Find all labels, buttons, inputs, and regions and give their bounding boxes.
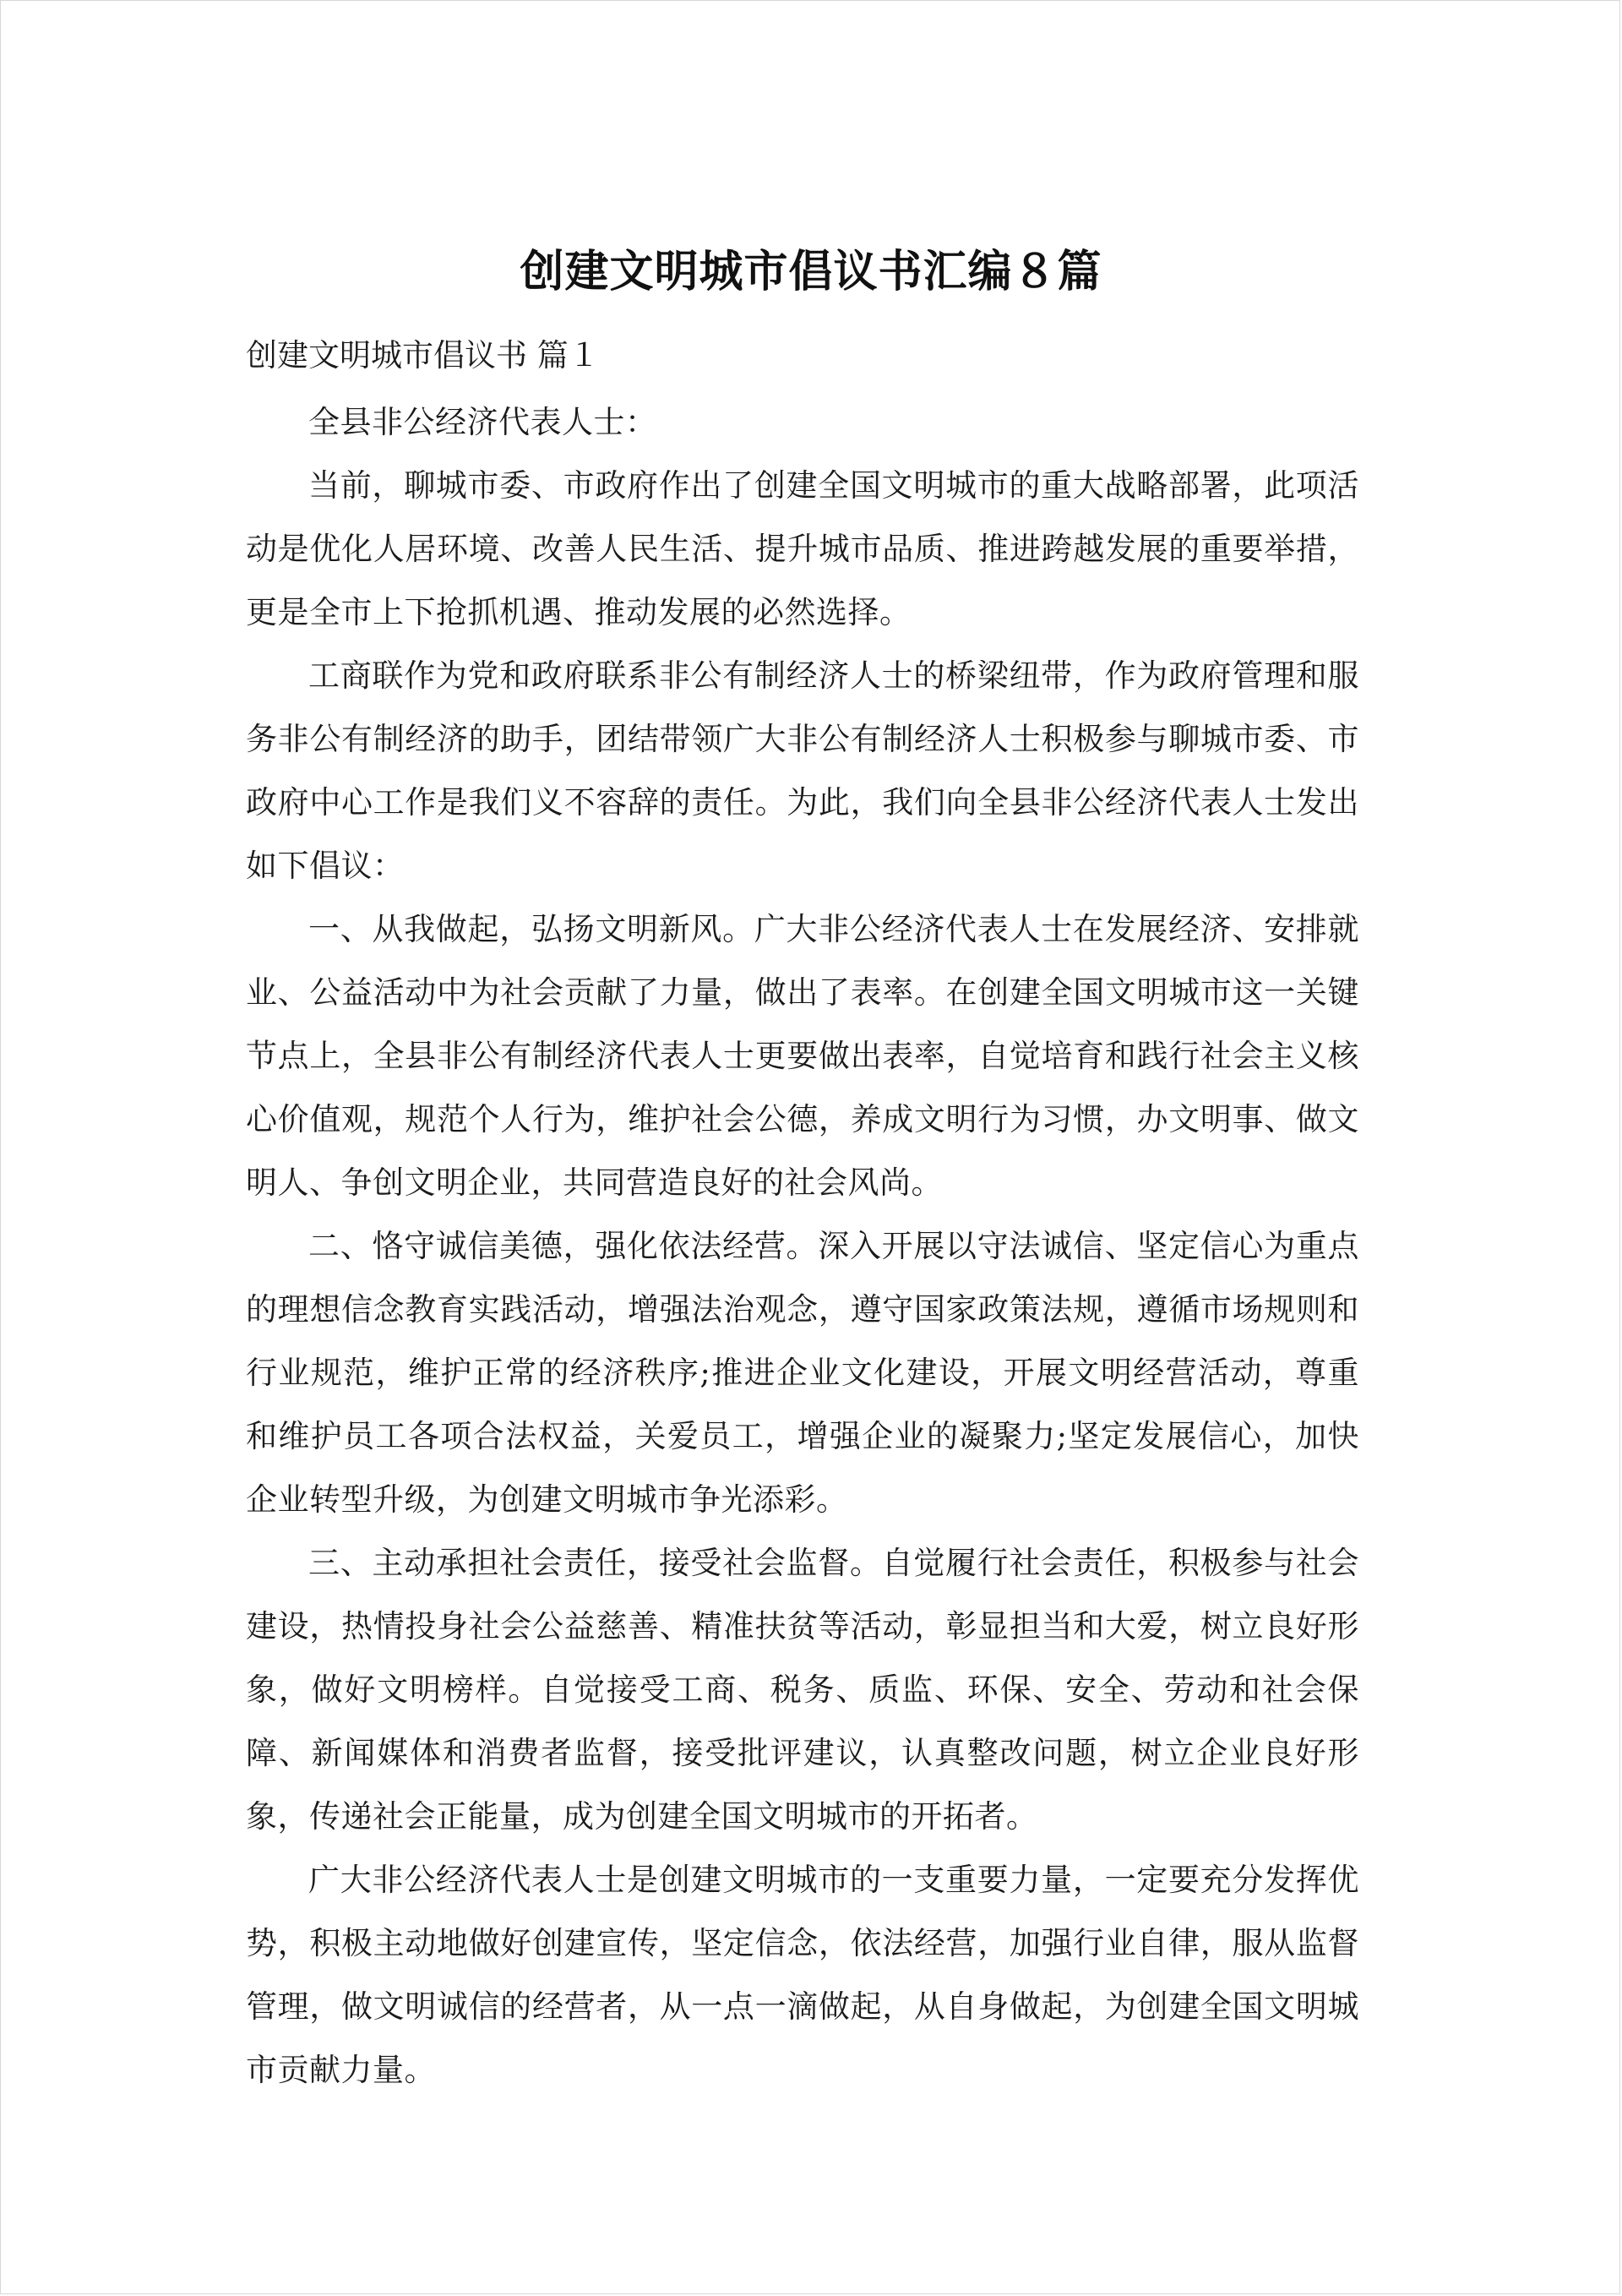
paragraph-proposal-1: 一、从我做起，弘扬文明新风。广大非公经济代表人士在发展经济、安排就业、公益活动中为社会贡献了力量，做出了表率。在创建全国文明城市这一关键节点上，全县非公有制经济代表人士更要做出表率，自觉培育和践行社会主义核心价值观，规范个人行为，维护社会公德，养成文明行为习惯，办文明事、做文明人、争创文明企业，共同营造良好的社会风尚。 (246, 911, 1359, 1201)
salutation: 全县非公经济代表人士： (308, 404, 657, 440)
paragraph-context: 工商联作为党和政府联系非公有制经济人士的桥梁纽带，作为政府管理和服务非公有制经济的助手，团结带领广大非公有制经济人士积极参与聊城市委、市政府中心工作是我们义不容辞的责任。为此，我们向全县非公经济代表人士发出如下倡议： (246, 657, 1359, 884)
document-body (246, 390, 1359, 2102)
paragraph-proposal-3: 三、主动承担社会责任，接受社会监督。自觉履行社会责任，积极参与社会建设，热情投身社会公益慈善、精准扶贫等活动，彰显担当和大爱，树立良好形象，做好文明榜样。自觉接受工商、税务、质监、环保、安全、劳动和社会保障、新闻媒体和消费者监督，接受批评建议，认真整改问题，树立企业良好形象，传递社会正能量，成为创建全国文明城市的开拓者。 (246, 1545, 1359, 1835)
paragraph-proposal-2: 二、恪守诚信美德，强化依法经营。深入开展以守法诚信、坚定信心为重点的理想信念教育实践活动，增强法治观念，遵守国家政策法规，遵循市场规则和行业规范，维护正常的经济秩序;推进企业文化建设，开展文明经营活动，尊重和维护员工各项合法权益，关爱员工，增强企业的凝聚力;坚定发展信心，加快企业转型升级，为创建文明城市争光添彩。 (246, 1228, 1359, 1518)
paragraph-conclusion: 广大非公经济代表人士是创建文明城市的一支重要力量，一定要充分发挥优势，积极主动地做好创建宣传，坚定信念，依法经营，加强行业自律，服从监督管理，做文明诚信的经营者，从一点一滴做起，从自身做起，为创建全国文明城市贡献力量。 (246, 1862, 1359, 2088)
section-heading: 创建文明城市倡议书 篇１ (246, 337, 600, 374)
document-title: 创建文明城市倡议书汇编８篇 (520, 247, 1102, 297)
paragraph-intro: 当前，聊城市委、市政府作出了创建全国文明城市的重大战略部署，此项活动是优化人居环境、改善人民生活、提升城市品质、推进跨越发展的重要举措，更是全市上下抢抓机遇、推动发展的必然选择。 (246, 467, 1359, 630)
